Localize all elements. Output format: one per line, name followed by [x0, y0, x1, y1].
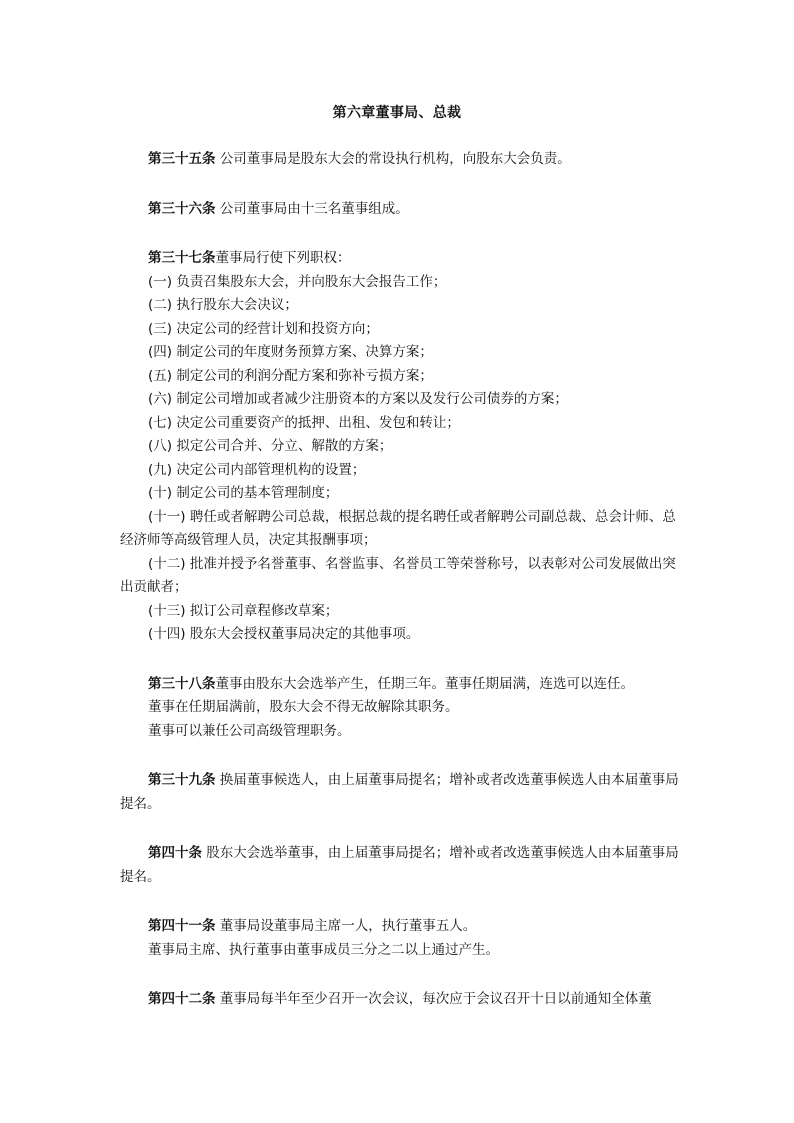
power-item: (十) 制定公司的基本管理制度；	[148, 485, 339, 501]
article-number: 第三十七条	[148, 250, 216, 266]
article-number: 第三十五条	[148, 151, 216, 167]
article-text: 换届董事候选人，由上届董事局提名；增补或者改选董事候选人由本届董事局提名。	[120, 772, 679, 812]
power-item: (六) 制定公司增加或者减少注册资本的方案以及发行公司债券的方案；	[148, 391, 568, 407]
article-text: 董事由股东大会选举产生，任期三年。董事任期届满，连选可以连任。	[215, 675, 634, 692]
article-text: 董事在任期届满前，股东大会不得无故解除其职务。	[148, 699, 459, 715]
power-item: (一) 负责召集股东大会，并向股东大会报告工作；	[148, 273, 447, 290]
article-38	[120, 673, 680, 744]
article-text: 公司董事局由十三名董事组成。	[215, 200, 409, 217]
article-number: 第四十二条	[148, 991, 216, 1007]
power-item: (七) 决定公司重要资产的抵押、出租、发包和转让；	[148, 414, 460, 431]
power-item: (九) 决定公司内部管理机构的设置；	[148, 461, 366, 478]
article-36	[120, 198, 680, 222]
article-text: 董事局行使下列职权：	[215, 250, 351, 266]
article-text: 董事局设董事局主席一人，执行董事五人。	[215, 918, 477, 934]
article-text: 董事局主席、执行董事由董事成员三分之二以上通过产生。	[148, 941, 499, 958]
power-item: (二) 执行股东大会决议；	[148, 297, 298, 313]
article-number: 第三十九条	[148, 772, 216, 788]
article-number: 第四十条	[148, 845, 202, 861]
article-text: 董事局每半年至少召开一次会议，每次应于会议召开十日以前通知全体董	[215, 991, 652, 1007]
article-text: 董事可以兼任公司高级管理职务。	[148, 722, 351, 739]
article-text: 股东大会选举董事，由上届董事局提名；增补或者改选董事候选人由本届董事局提名。	[120, 845, 679, 885]
power-item: (五) 制定公司的利润分配方案和弥补亏损方案；	[148, 367, 433, 384]
article-37	[120, 247, 680, 647]
article-35	[120, 148, 680, 172]
document-body	[120, 148, 680, 1038]
article-number: 第三十六条	[148, 200, 216, 217]
article-40	[120, 842, 680, 889]
article-41	[120, 915, 680, 962]
power-item: (十三) 拟订公司章程修改草案；	[148, 602, 339, 619]
article-number: 第三十八条	[148, 675, 216, 692]
article-text: 公司董事局是股东大会的常设执行机构，向股东大会负责。	[215, 151, 571, 167]
power-item: (十二) 批准并授予名誉董事、名誉监事、名誉员工等荣誉称号，以表彰对公司发展做出突出贡献者；	[120, 555, 676, 595]
power-item: (十一) 聘任或者解聘公司总裁，根据总裁的提名聘任或者解聘公司副总裁、总会计师、总经济师等高级管理人员，决定其报酬事项；	[120, 508, 676, 548]
article-number: 第四十一条	[148, 918, 216, 934]
power-item: (三) 决定公司的经营计划和投资方向；	[148, 320, 379, 337]
power-item: (四) 制定公司的年度财务预算方案、决算方案；	[148, 344, 433, 360]
chapter-title: 第六章董事局、总裁	[332, 105, 462, 121]
power-item: (十四) 股东大会授权董事局决定的其他事项。	[148, 626, 420, 642]
power-item: (八) 拟定公司合并、分立、解散的方案；	[148, 438, 393, 454]
article-39	[120, 769, 680, 816]
article-42	[120, 988, 680, 1012]
